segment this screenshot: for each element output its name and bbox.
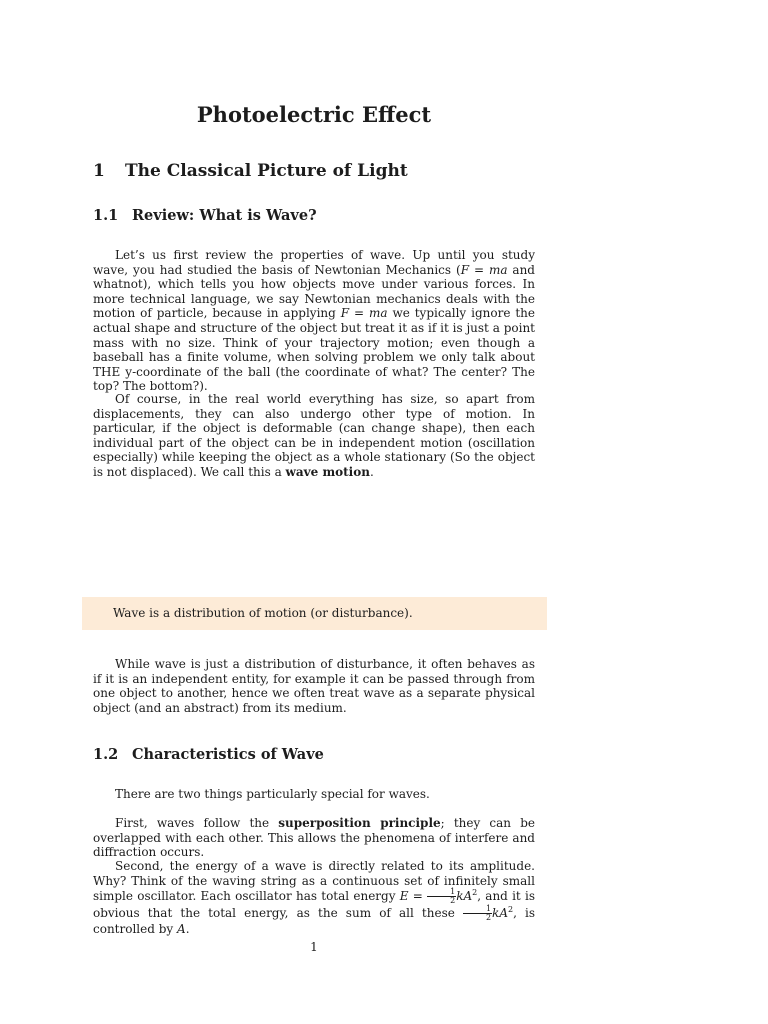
fraction [427,888,456,905]
paragraph-two-things: There are two things particularly special for waves. [115,787,430,801]
document-title: Photoelectric Effect [196,102,432,127]
paragraph-independent-entity: While wave is just a distribution of disturbance, it often behaves as if it is an independent entity, for example it can be passed through from one object to another, hence we often treat wave as a separate physical object (and an abstract) from its medium. [93,657,535,715]
text-run: ; they can be overlapped with each other. This allows the phenomena of interfere and diffraction occurs. [93,816,535,860]
section-heading-1 [93,161,408,181]
text-run: and whatnot), which tells you how objects move under various forces. In more technical language, we say Newtonian mechanics deals with the motion of particle, because in applying [93,262,535,321]
equation: kA [492,906,508,921]
fraction-denominator: 2 [450,896,456,906]
fraction-denominator: 2 [485,913,492,923]
subsection-title: Review: What is Wave? [132,207,317,224]
paragraph-review [93,248,535,394]
text-run: Let’s us first review the properties of wave. Up until you study wave, you had studied the basis of Newtonian Mechanics ( [93,248,535,277]
superscript: 2 [507,905,514,915]
highlight-text: Wave is a distribution of motion (or disturbance). [113,606,413,620]
paragraph-wave-motion [93,392,535,480]
equation: kA [456,889,473,904]
text-run: we typically ignore the actual shape and structure of the object but treat it as if it is just a point mass with no size. Think of your trajectory motion; even though a baseball has a finite volume, when solving problem we only talk about THE y-coordinate of the ball (the coordinate of what? The center? The top? The bottom?). [93,306,536,394]
text-run: First, waves follow the [115,816,279,830]
equation: F = ma [460,262,508,277]
paragraph-energy [93,859,535,937]
bold-term: superposition principle [278,816,441,830]
text-run: , is controlled by [93,906,536,937]
section-title: The Classical Picture of Light [125,161,408,181]
highlight-box [82,597,547,630]
fraction-numerator: 1 [427,888,456,897]
text-run: . [185,922,190,937]
superscript: 2 [472,888,478,898]
subsection-title: Characteristics of Wave [132,746,324,763]
subsection-heading-1-2 [93,746,324,763]
text-run: . [369,464,374,479]
subsection-number: 1.2 [93,746,119,763]
subsection-heading-1-1 [93,207,317,224]
fraction-numerator: 1 [463,905,492,914]
bold-term: wave motion [285,464,370,479]
equation: E = [399,889,428,904]
page-number: 1 [310,940,318,954]
text-run: , and it is obvious that the total energy, as the sum of all these [93,889,536,921]
equation: F = ma [340,306,388,321]
paragraph-superposition [93,816,535,860]
section-number: 1 [93,161,105,181]
text-run: Second, the energy of a wave is directly related to its amplitude. Why? Think of the waving string as a continuous set of infinitely small simple oscillator. Each oscillator has total energy [93,859,535,904]
variable: A [177,922,186,937]
text-run: Of course, in the real world everything has size, so apart from displacements, they can also undergo other type of motion. In particular, if the object is deformable (can change shape), then each individual part of the object can be in independent motion (oscillation especially) while keeping the object as a whole stationary (So the object is not displaced). We call this a [93,392,535,479]
fraction [463,905,492,922]
subsection-number: 1.1 [93,207,119,224]
